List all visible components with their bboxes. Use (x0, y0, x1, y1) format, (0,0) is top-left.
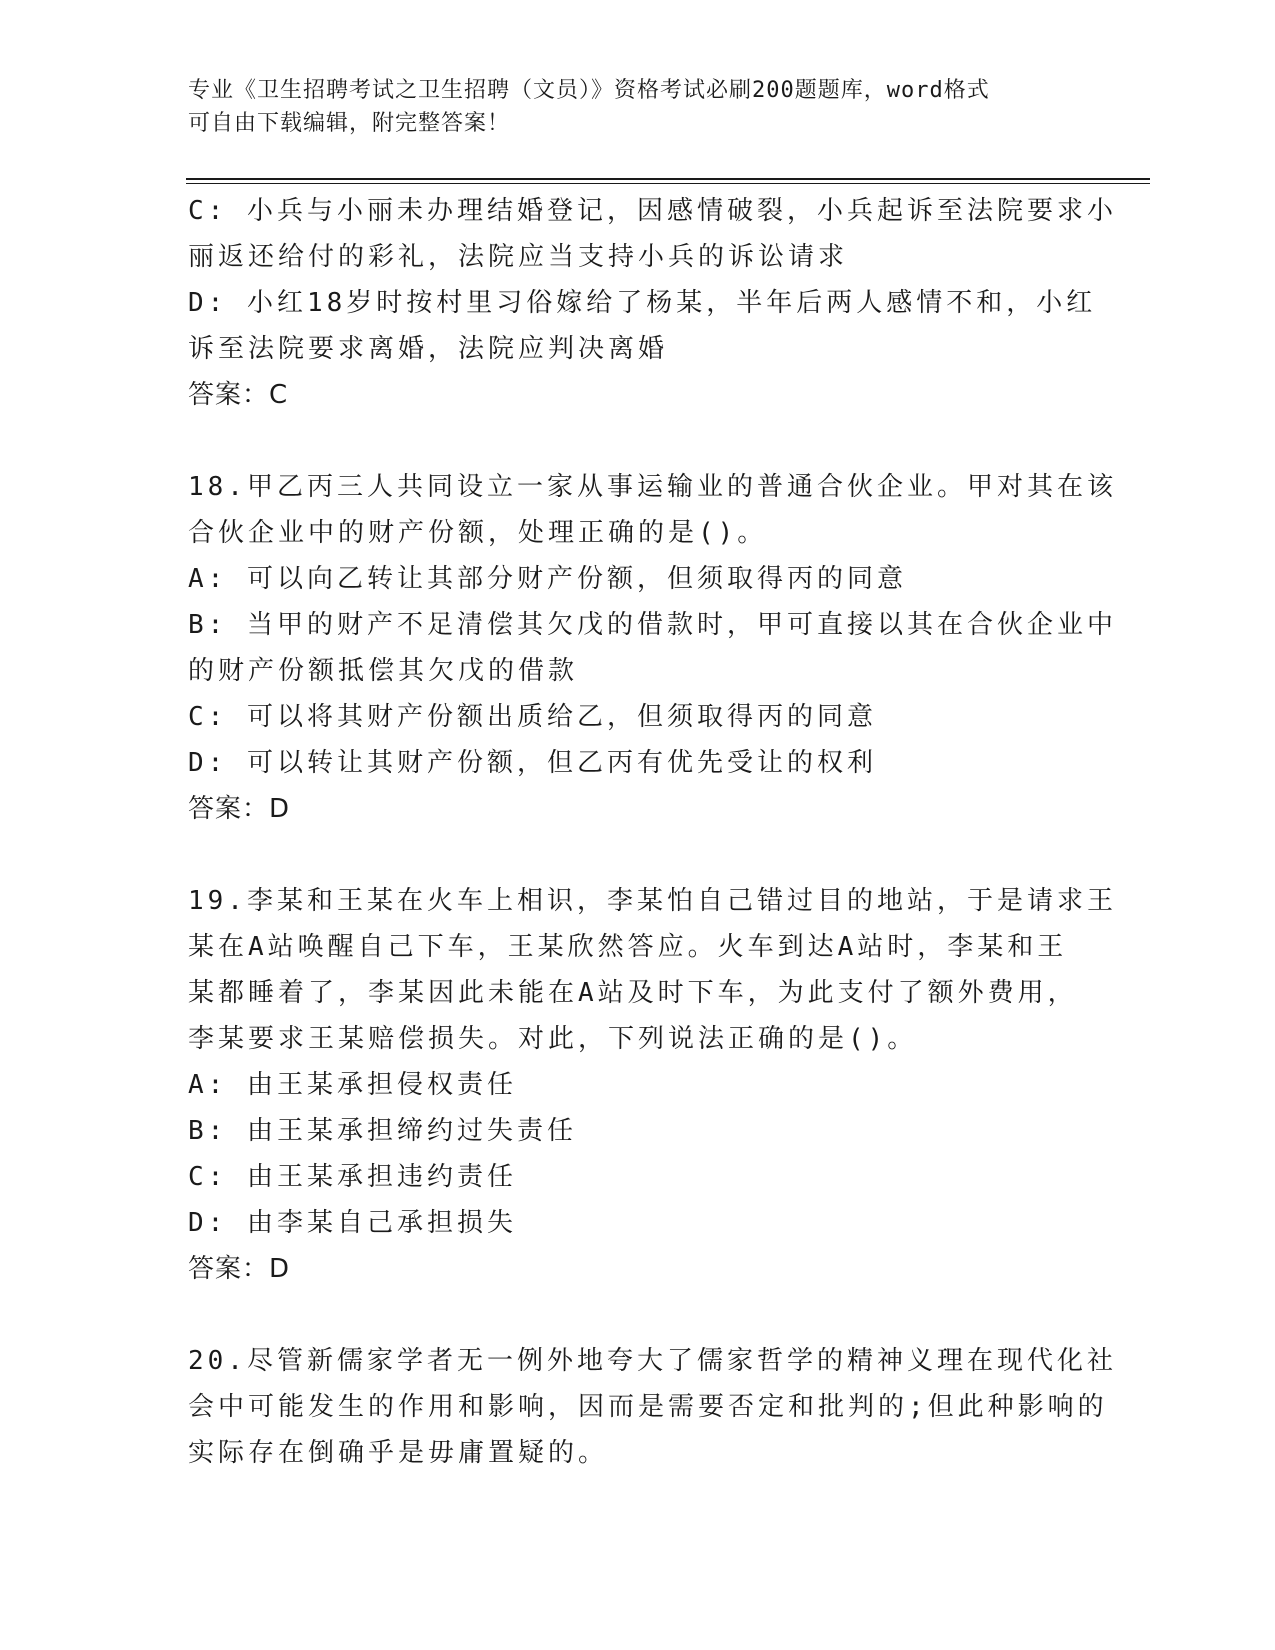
option-c-line: C: 小兵与小丽未办理结婚登记，因感情破裂，小兵起诉至法院要求小 (188, 196, 1117, 226)
question-stem-line: 18.甲乙丙三人共同设立一家从事运输业的普通合伙企业。甲对其在该 (188, 472, 1117, 502)
option-c-line: 丽返还给付的彩礼，法院应当支持小兵的诉讼请求 (188, 242, 849, 272)
question-stem-line: 某都睡着了，李某因此未能在A站及时下车，为此支付了额外费用， (188, 978, 1078, 1008)
question-stem-line: 李某要求王某赔偿损失。对此，下列说法正确的是()。 (188, 1024, 918, 1054)
question-list (188, 188, 1117, 1476)
header-line: 专业《卫生招聘考试之卫生招聘（文员）》资格考试必刷200题题库，word格式 (188, 78, 990, 103)
answer-line: 答案：C (188, 380, 289, 410)
spacer (188, 1292, 1088, 1338)
option-a-line: A: 由王某承担侵权责任 (188, 1070, 517, 1100)
option-c-line: C: 由王某承担违约责任 (188, 1162, 517, 1192)
document-header (188, 74, 1088, 140)
spacer (188, 418, 1088, 464)
answer-line: 答案：D (188, 1254, 291, 1284)
option-d-line: D: 小红18岁时按村里习俗嫁给了杨某，半年后两人感情不和，小红 (188, 288, 1097, 318)
question-stem-line: 19.李某和王某在火车上相识，李某怕自己错过目的地站，于是请求王 (188, 886, 1117, 916)
option-c-line: C: 可以将其财产份额出质给乙，但须取得丙的同意 (188, 702, 877, 732)
option-b-line: B: 由王某承担缔约过失责任 (188, 1116, 577, 1146)
question-17-continued (188, 188, 1117, 418)
question-stem-line: 合伙企业中的财产份额，处理正确的是()。 (188, 518, 768, 548)
question-18 (188, 464, 1117, 832)
option-b-line: 的财产份额抵偿其欠戊的借款 (188, 656, 579, 686)
question-stem-line: 会中可能发生的作用和影响，因而是需要否定和批判的;但此种影响的 (188, 1392, 1108, 1422)
question-stem-line: 某在A站唤醒自己下车，王某欣然答应。火车到达A站时，李某和王 (188, 932, 1068, 962)
option-d-line: 诉至法院要求离婚，法院应判决离婚 (188, 334, 669, 364)
answer-line: 答案：D (188, 794, 291, 824)
question-20 (188, 1338, 1117, 1476)
option-a-line: A: 可以向乙转让其部分财产份额，但须取得丙的同意 (188, 564, 907, 594)
option-b-line: B: 当甲的财产不足清偿其欠戊的借款时，甲可直接以其在合伙企业中 (188, 610, 1117, 640)
header-divider-thin (186, 183, 1150, 184)
spacer (188, 832, 1088, 878)
option-d-line: D: 可以转让其财产份额，但乙丙有优先受让的权利 (188, 748, 877, 778)
header-divider (186, 178, 1150, 180)
question-stem-line: 实际存在倒确乎是毋庸置疑的。 (188, 1438, 609, 1468)
question-stem-line: 20.尽管新儒家学者无一例外地夸大了儒家哲学的精神义理在现代化社 (188, 1346, 1117, 1376)
question-19 (188, 878, 1117, 1292)
header-line: 可自由下载编辑，附完整答案！ (188, 111, 511, 136)
option-d-line: D: 由李某自己承担损失 (188, 1208, 517, 1238)
